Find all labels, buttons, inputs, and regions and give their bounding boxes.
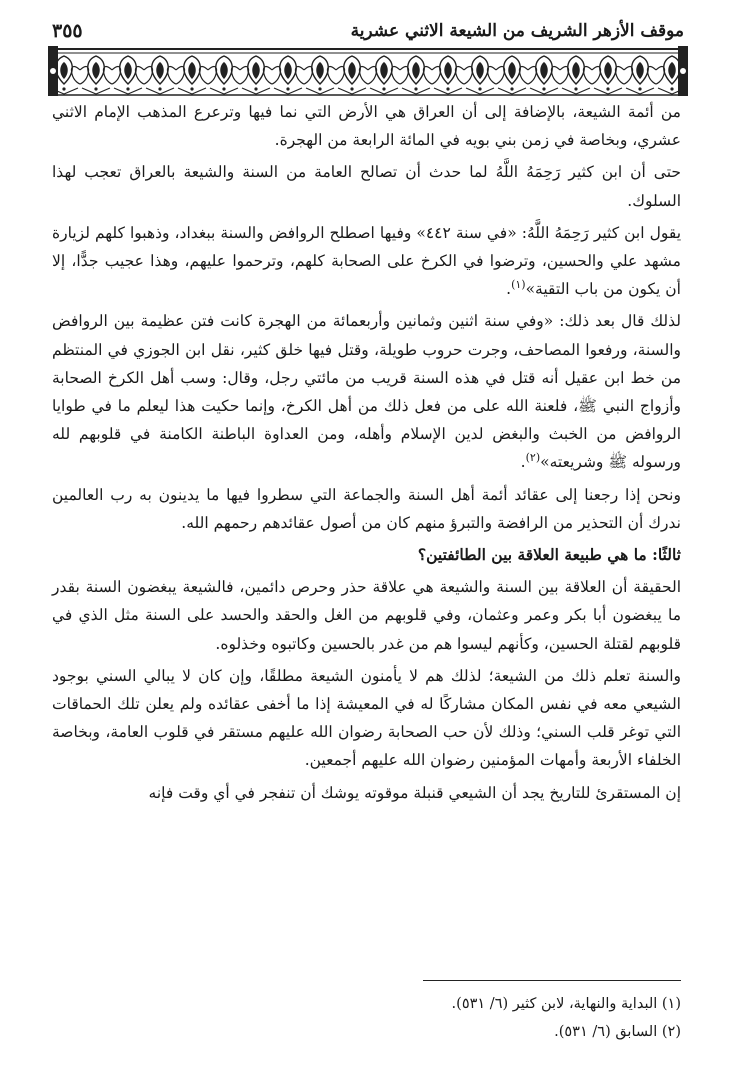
paragraph: يقول ابن كثير رَحِمَهُ اللَّهُ: «في سنة ٤٤٢» وفيها اصطلح الروافض والسنة ببغداد، وذهبوا كلهم لزيارة مشهد علي والحسين، وترضوا في الكرخ على الصحابة كلهم، وترحموا عليهم، وهذا عجيب جدًّا، إلا أن يكون من باب التقية»$^{(١)}$. <box>52 223 682 299</box>
paragraph-text: لذلك قال بعد ذلك: «وفي سنة اثنين وثمانين وأربعمائة من الهجرة كانت فتن عظيمة بين الروافض والسنة، ورفعوا المصاحف، وجرت حروب طويلة، وقتل فيها خلق كثير، نقل ابن الجوزي في المنتظم من خط ابن عقيل أنه قتل في هذه السنة قريب من مائتي رجل، وقال: وسب أهل الكرخ الصحابة وأزواج النبي ﷺ، فلعنة الله على من فعل ذلك من أهل الكرخ، وإنما حكيت هذا ليعلم ما في طوايا الروافض من الخبث والبغض لدين الإسلام وأهله، ومن العداوة الباطنة الكامنة في قلوبهم لله ورسوله ﷺ وشريعته» <box>52 312 681 472</box>
paragraph: لذلك قال بعد ذلك: «وفي سنة اثنين وثمانين وأربعمائة من الهجرة كانت فتن عظيمة بين الروافض والسنة، ورفعوا المصاحف، وجرت حروب طويلة، وقتل فيها خلق كثير، نقل ابن الجوزي في المنتظم من خط ابن عقيل أنه قتل في هذه السنة قريب من مائتي رجل، وقال: وسب أهل الكرخ الصحابة وأزواج النبي ﷺ، فلعنة الله على من فعل ذلك من أهل الكرخ، وإنما حكيت هذا ليعلم ما في طوايا الروافض من الخبث والبغض لدين الإسلام وأهله، ومن العداوة الباطنة الكامنة في قلوبهم لله ورسوله ﷺ وشريعته»$^{(٢)}$. <box>52 312 681 472</box>
footnote: (٢) السابق (٦/ ٥٣١). <box>554 1024 681 1040</box>
footnote-divider <box>423 980 681 981</box>
running-title: موقف الأزهر الشريف من الشيعة الاثني عشرية <box>350 21 684 41</box>
paragraph: الحقيقة أن العلاقة بين السنة والشيعة هي علاقة حذر وحرص دائمين، فالشيعة يبغضون السنة بقدر ما يبغضون أبا بكر وعمر وعثمان، وفي قلوبهم من الغل والحقد والحسد على السنة مثل الذي في قلوبهم لقتلة الحسين، وكأنهم ليسوا هم من غدر بالحسين وكاتبوه وخذلوه. <box>52 578 681 653</box>
page-body <box>52 98 681 811</box>
section-heading: ثالثًا: ما هي طبيعة العلاقة بين الطائفتين؟ <box>417 545 681 565</box>
ornamental-border <box>48 44 688 98</box>
paragraph: من أئمة الشيعة، بالإضافة إلى أن العراق هي الأرض التي نما فيها وترعرع المذهب الإمام الاثني عشري، وبخاصة في زمن بني بويه في المائة الرابعة من الهجرة. <box>52 103 681 150</box>
paragraph-text: يقول ابن كثير رَحِمَهُ اللَّهُ: «في سنة ٤٤٢» وفيها اصطلح الروافض والسنة ببغداد، وذهبوا كلهم لزيارة مشهد علي والحسين، وترضوا في الكرخ على الصحابة كلهم، وترحموا عليهم، وهذا عجيب جدًّا، إلا أن يكون من باب التقية» <box>52 223 682 299</box>
footnote: (١) البداية والنهاية، لابن كثير (٦/ ٥٣١). <box>451 996 681 1012</box>
paragraph: ونحن إذا رجعنا إلى عقائد أئمة أهل السنة والجماعة التي سطروا فيها ما يدينون به رب العالمين ندرك أن التحذير من الرافضة والتبرؤ منهم كان من أصول عقائدهم رحمهم الله. <box>52 485 681 532</box>
paragraph: إن المستقرئ للتاريخ يجد أن الشيعي قنبلة موقوته يوشك أن تنفجر في أي وقت فإنه <box>148 783 681 802</box>
page-number: ٣٥٥ <box>52 20 83 42</box>
paragraph: حتى أن ابن كثير رَحِمَهُ اللَّهُ لما حدث أن تصالح العامة من السنة والشيعة بالعراق تعجب لهذا السلوك. <box>52 163 681 210</box>
footnote-reference[interactable]: (١) <box>511 278 526 292</box>
footnotes <box>200 990 681 1046</box>
page-header <box>52 18 684 44</box>
paragraph: والسنة تعلم ذلك من الشيعة؛ لذلك هم لا يأمنون الشيعة مطلقًا، وإن كان لا يبالي السني بوجود الشيعي معه في نفس المكان مشاركًا له في المعيشة إذا ما أخفى عقائده ولم يعلن تلك الحماقات التي توغر قلب السني؛ وذلك لأن حب الصحابة رضوان الله عليهم مستقر في قلوب العامة، وبخاصة الخلفاء الأربعة وأمهات المؤمنين رضوان الله عليهم أجمعين. <box>52 666 681 770</box>
footnote-reference[interactable]: (٢) <box>525 451 541 465</box>
